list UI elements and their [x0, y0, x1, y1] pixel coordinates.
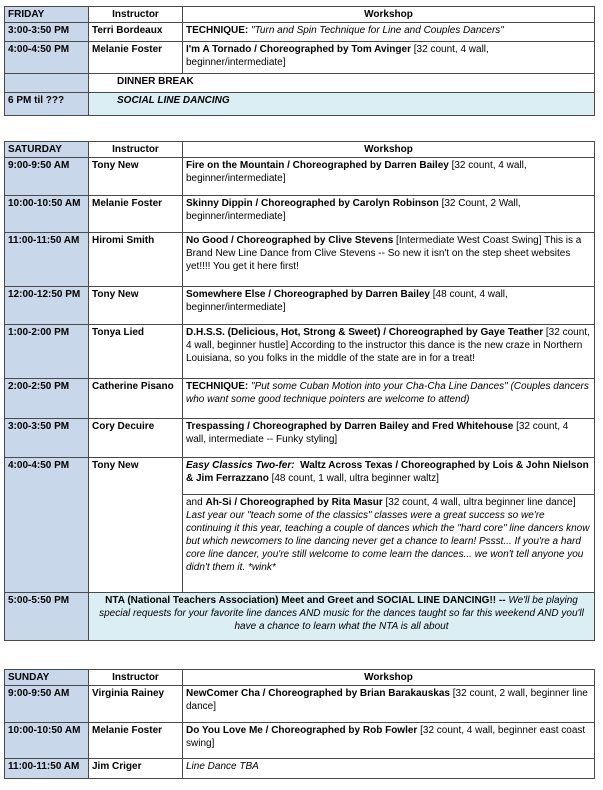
day-label: SUNDAY	[5, 670, 89, 686]
instructor-cell: Melanie Foster	[89, 723, 183, 759]
instructor-header: Instructor	[89, 142, 183, 158]
workshop-detail: [32 count, 4 wall, intermediate -- Funky styling]	[186, 421, 569, 445]
workshop-header: Workshop	[183, 142, 595, 158]
table-row	[5, 325, 595, 379]
workshop-title: TECHNIQUE:	[186, 381, 249, 392]
nta-cell	[89, 593, 595, 641]
time-cell: 2:00-2:50 PM	[5, 379, 89, 419]
workshop-detail: "Turn and Spin Technique for Line and Couples Dancers"	[251, 25, 504, 36]
workshop-title: Do You Love Me / Choreographed by Rob Fowler	[186, 725, 418, 736]
time-cell: 5:00-5:50 PM	[5, 593, 89, 641]
workshop-detail: [32 count, 4 wall, beginner/intermediate]	[186, 160, 527, 184]
sunday-schedule-table	[4, 669, 595, 779]
table-row	[5, 379, 595, 419]
saturday-header-row	[5, 142, 595, 158]
workshop-cell	[183, 287, 595, 325]
table-row	[5, 42, 595, 74]
workshop-header: Workshop	[183, 7, 595, 23]
time-cell: 12:00-12:50 PM	[5, 287, 89, 325]
workshop-cell	[183, 686, 595, 723]
instructor-cell: Terri Bordeaux	[89, 23, 183, 42]
workshop-cell: Line Dance TBA	[183, 759, 595, 779]
and-text: and	[186, 497, 203, 508]
time-cell: 4:00-4:50 PM	[5, 458, 89, 593]
table-row	[5, 23, 595, 42]
instructor-cell: Virginia Rainey	[89, 686, 183, 723]
instructor-cell: Melanie Foster	[89, 42, 183, 74]
sunday-header-row	[5, 670, 595, 686]
instructor-cell: Tony New	[89, 458, 183, 593]
time-cell: 9:00-9:50 AM	[5, 158, 89, 196]
workshop-detail: [32 count, 4 wall, ultra beginner line dance]	[385, 497, 576, 508]
workshop-title: Skinny Dippin / Choreographed by Carolyn Robinson	[186, 198, 439, 209]
nta-row	[5, 593, 595, 641]
classics-row	[5, 458, 595, 495]
workshop-cell	[183, 196, 595, 233]
workshop-cell	[183, 379, 595, 419]
workshop-cell	[183, 723, 595, 759]
workshop-detail: [32 count, 4 wall, beginner hustle] According to the instructor this dance is the new craze in Northern Louisiana, so you folks in the middle of the state are in for a treat!	[186, 327, 590, 364]
workshop-detail: [32 count, 4 wall, beginner/intermediate]	[186, 44, 489, 68]
instructor-cell: Cory Decuire	[89, 419, 183, 458]
workshop-cell	[183, 419, 595, 458]
nta-title: NTA (National Teachers Association) Meet and Greet and SOCIAL LINE DANCING!! --	[105, 595, 506, 606]
day-label: SATURDAY	[5, 142, 89, 158]
time-cell: 9:00-9:50 AM	[5, 686, 89, 723]
time-cell: 11:00-11:50 AM	[5, 233, 89, 287]
instructor-header: Instructor	[89, 670, 183, 686]
workshop-detail: "Put some Cuban Motion into your Cha-Cha Line Dances" (Couples dancers who want some good technique pointers are welcome to attend)	[186, 381, 589, 405]
table-row	[5, 158, 595, 196]
social-dancing-row	[5, 93, 595, 116]
table-row	[5, 759, 595, 779]
workshop-title: Fire on the Mountain / Choreographed by Darren Bailey	[186, 160, 449, 171]
workshop-cell	[183, 495, 595, 593]
time-cell: 3:00-3:50 PM	[5, 419, 89, 458]
day-label: FRIDAY	[5, 7, 89, 23]
dinner-break-row	[5, 74, 595, 93]
workshop-detail: [32 Count, 2 Wall, beginner/intermediate]	[186, 198, 521, 222]
table-row	[5, 686, 595, 723]
workshop-cell	[183, 158, 595, 196]
time-cell: 4:00-4:50 PM	[5, 42, 89, 74]
workshop-detail: [32 count, 4 wall, beginner east coast swing]	[186, 725, 586, 749]
workshop-cell	[183, 23, 595, 42]
table-row	[5, 233, 595, 287]
classics-label: Easy Classics Two-fer:	[186, 460, 295, 471]
table-row	[5, 723, 595, 759]
time-cell: 11:00-11:50 AM	[5, 759, 89, 779]
time-cell: 10:00-10:50 AM	[5, 723, 89, 759]
dinner-break-label: DINNER BREAK	[89, 74, 595, 93]
friday-header-row	[5, 7, 595, 23]
classics-note: Last year our "teach some of the classics" classes were a great success so we're continuing it this year, teaching a couple of dances which the "hard core" line dancers know but which newcomers to line dancing never get a chance to learn! Pssst... If you're a hard core line dancer, you're still welcome to come learn the dances... we won't tell anyone you didn't them it. *wink*	[186, 510, 590, 573]
saturday-schedule-table	[4, 141, 595, 641]
instructor-cell: Jim Criger	[89, 759, 183, 779]
instructor-cell: Tony New	[89, 158, 183, 196]
nta-detail: We'll be playing special requests for your favorite line dances AND music for the dances taught so far this weekend AND you'll have a chance to learn what the NTA is all about	[99, 595, 584, 632]
workshop-detail: [48 count, 1 wall, ultra beginner waltz]	[271, 473, 439, 484]
workshop-detail: [Intermediate West Coast Swing] This is a Brand New Line Dance from Clive Stevens -- So new it isn't on the step sheet websites yet!!!! You get it here first!	[186, 235, 582, 272]
friday-schedule-table	[4, 6, 595, 116]
table-row	[5, 287, 595, 325]
instructor-cell: Catherine Pisano	[89, 379, 183, 419]
instructor-cell: Hiromi Smith	[89, 233, 183, 287]
workshop-cell	[183, 42, 595, 74]
workshop-title: Trespassing / Choreographed by Darren Bailey and Fred Whitehouse	[186, 421, 514, 432]
time-cell: 6 PM til ???	[5, 93, 89, 116]
workshop-detail: [48 count, 4 wall, beginner/intermediate]	[186, 289, 508, 313]
workshop-title: NewComer Cha / Choreographed by Brian Barakauskas	[186, 688, 450, 699]
time-cell: 1:00-2:00 PM	[5, 325, 89, 379]
table-row	[5, 196, 595, 233]
time-cell: 10:00-10:50 AM	[5, 196, 89, 233]
instructor-cell: Tony New	[89, 287, 183, 325]
workshop-title: Waltz Across Texas / Choreographed by Lois & John Nielson & Jim Ferrazzano	[186, 460, 589, 484]
social-dancing-label: SOCIAL LINE DANCING	[89, 93, 595, 116]
instructor-header: Instructor	[89, 7, 183, 23]
instructor-cell: Melanie Foster	[89, 196, 183, 233]
workshop-cell	[183, 458, 595, 495]
workshop-title: I'm A Tornado / Choreographed by Tom Avinger	[186, 44, 411, 55]
workshop-title: D.H.S.S. (Delicious, Hot, Strong & Sweet) / Choreographed by Gaye Teather	[186, 327, 544, 338]
workshop-title: Somewhere Else / Choreographed by Darren Bailey	[186, 289, 430, 300]
workshop-header: Workshop	[183, 670, 595, 686]
table-row	[5, 419, 595, 458]
instructor-cell: Tonya Lied	[89, 325, 183, 379]
time-cell: 3:00-3:50 PM	[5, 23, 89, 42]
workshop-cell	[183, 233, 595, 287]
workshop-title: TECHNIQUE:	[186, 25, 249, 36]
workshop-title: Ah-Si / Choreographed by Rita Masur	[205, 497, 383, 508]
workshop-cell	[183, 325, 595, 379]
workshop-detail: [32 count, 2 wall, beginner line dance]	[186, 688, 588, 712]
workshop-title: No Good / Choreographed by Clive Stevens	[186, 235, 394, 246]
